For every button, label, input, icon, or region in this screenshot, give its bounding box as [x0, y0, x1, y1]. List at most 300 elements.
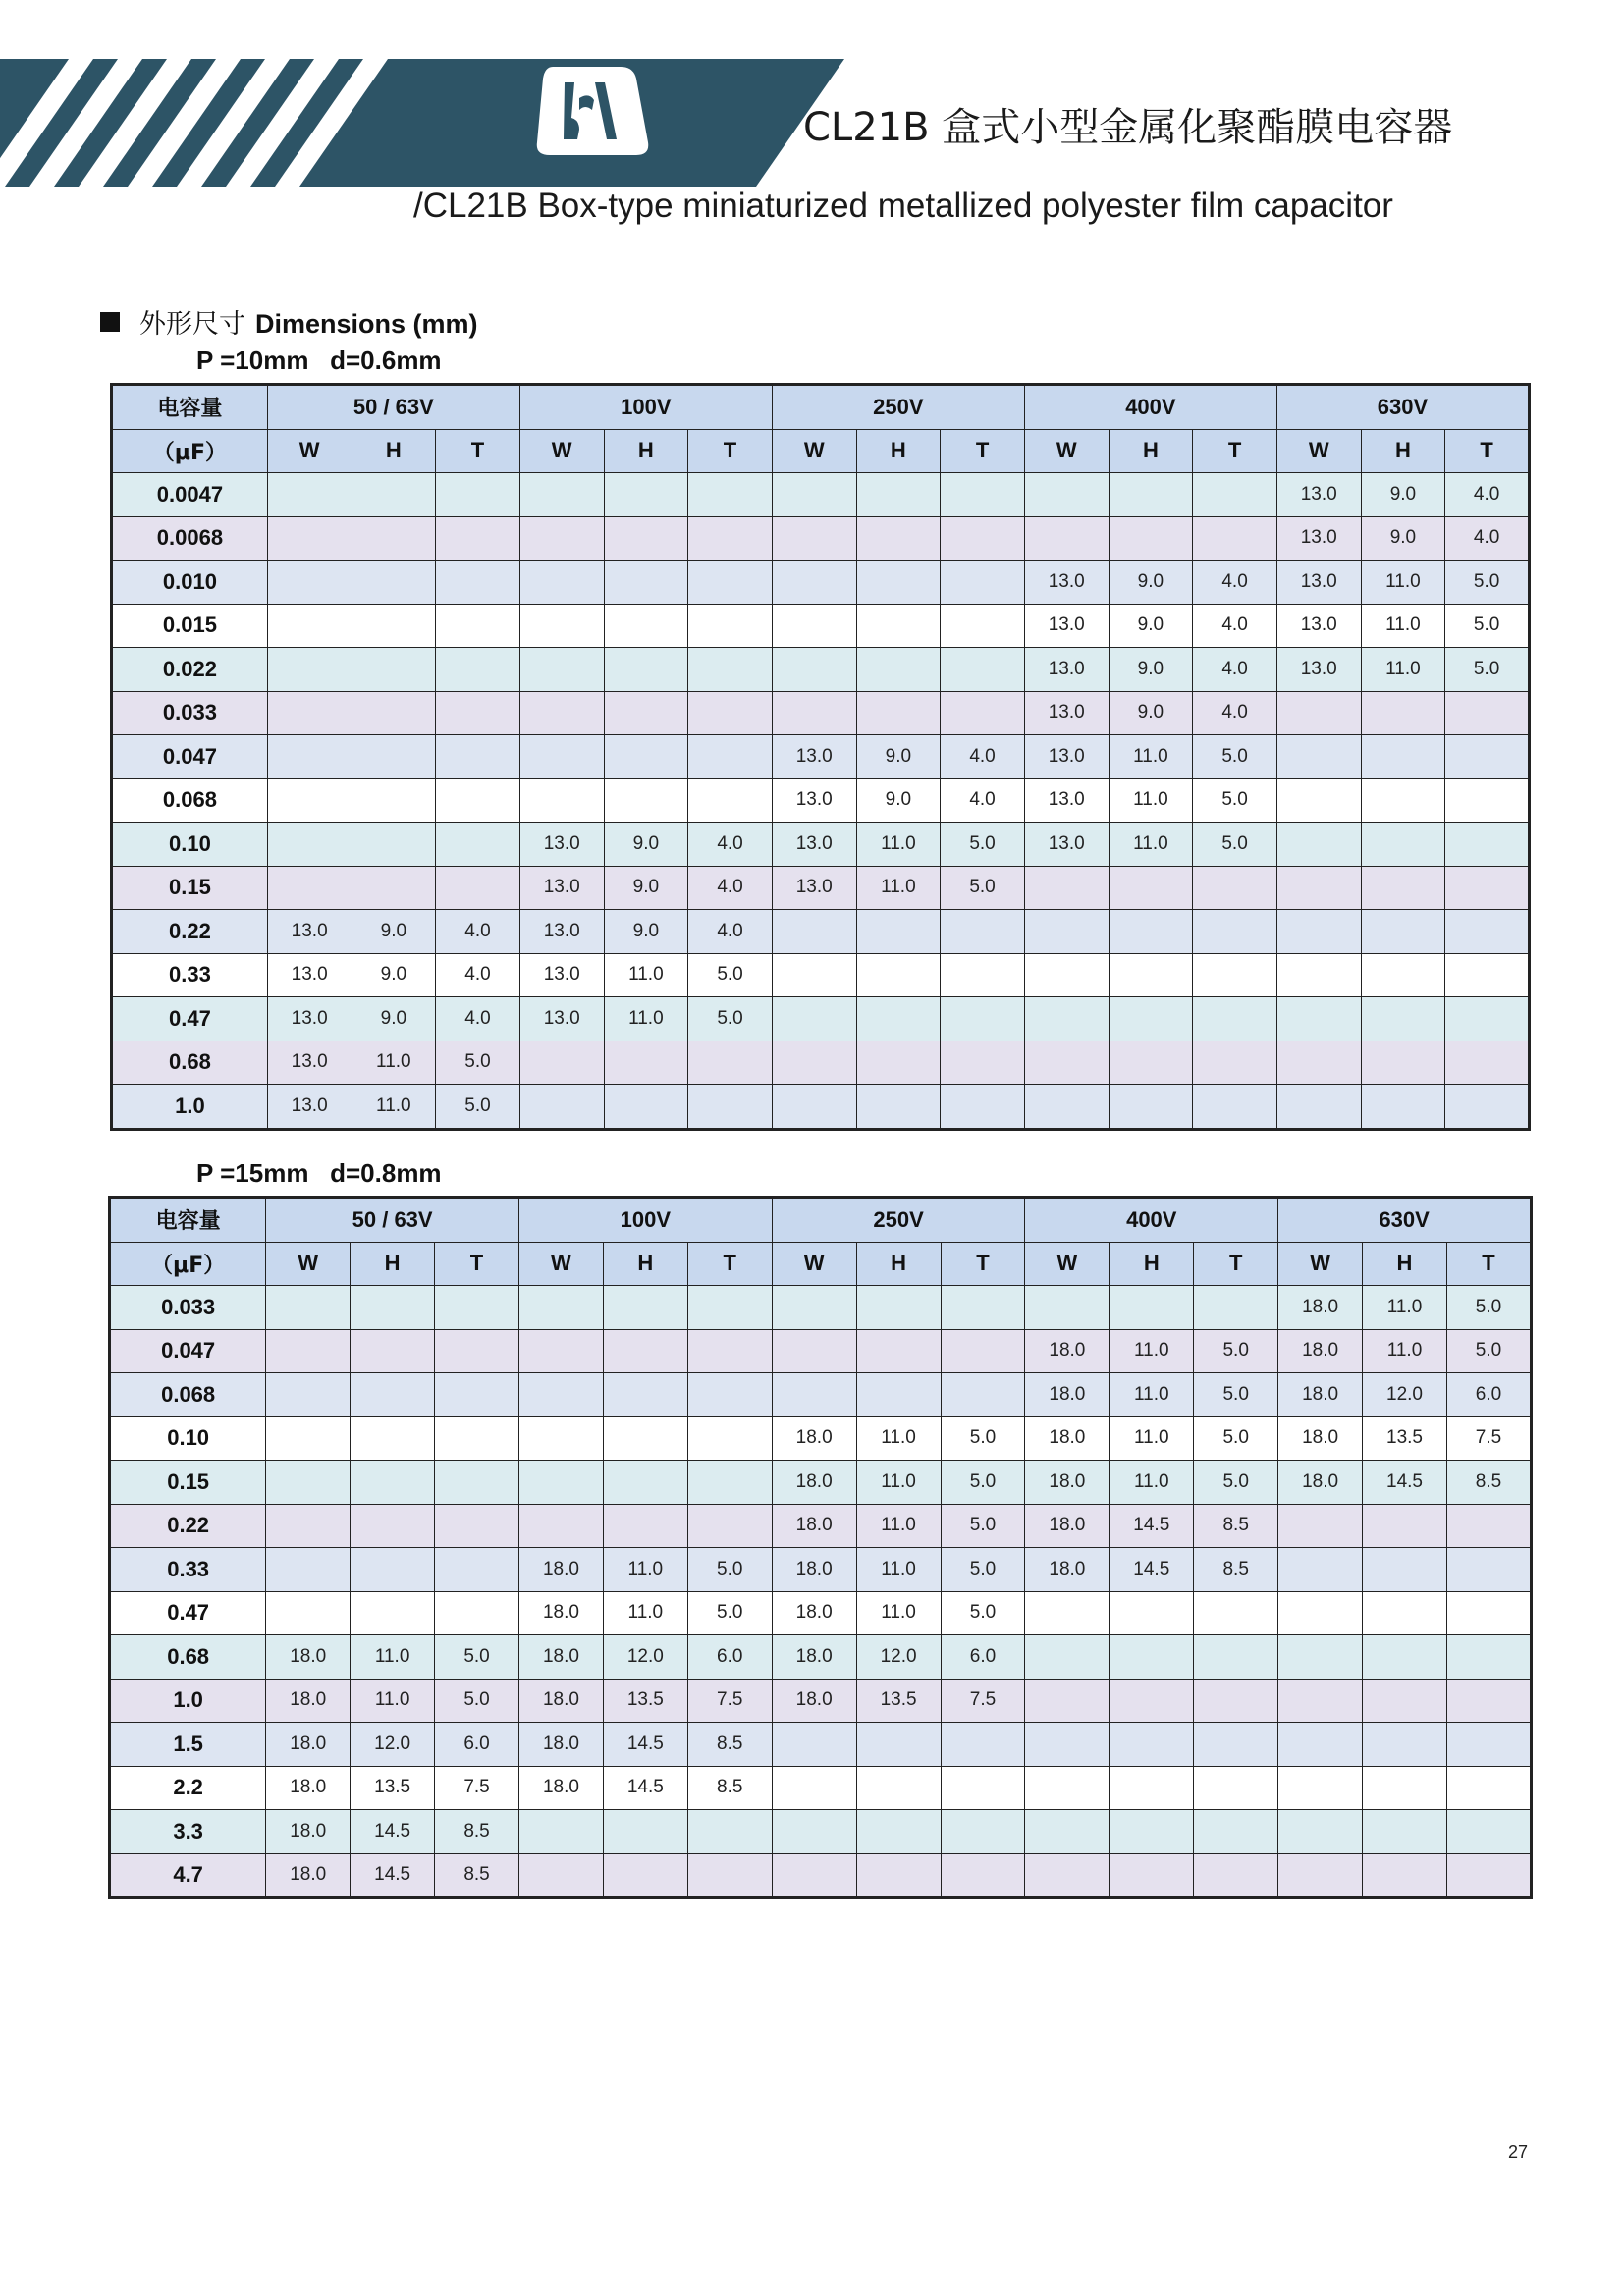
- dimension-cell: [519, 473, 604, 517]
- dimension-cell: [1276, 997, 1361, 1041]
- dimension-cell: [856, 561, 941, 605]
- dimension-cell: [1024, 997, 1109, 1041]
- dimension-cell: 13.0: [1276, 561, 1361, 605]
- dimension-cell: 7.5: [687, 1679, 772, 1723]
- dimension-cell: [1276, 910, 1361, 954]
- dimension-cell: [518, 1329, 603, 1373]
- dimension-cell: [352, 735, 436, 779]
- dimension-cell: 5.0: [1445, 561, 1530, 605]
- dimension-cell: 4.0: [941, 735, 1025, 779]
- dimension-column-header: H: [352, 429, 436, 473]
- dimension-cell: [1193, 1085, 1277, 1130]
- dimension-cell: 8.5: [1194, 1504, 1278, 1548]
- dimension-cell: [1110, 1766, 1194, 1810]
- dimension-cell: 14.5: [603, 1766, 687, 1810]
- dimension-cell: [1361, 1041, 1445, 1085]
- dimension-cell: [1194, 1810, 1278, 1854]
- dimension-cell: [1445, 691, 1530, 735]
- dimension-cell: [1278, 1766, 1363, 1810]
- dimension-cell: [1363, 1766, 1447, 1810]
- dimension-cell: 5.0: [436, 1085, 520, 1130]
- dimension-cell: [941, 1286, 1025, 1330]
- table-row: [112, 516, 1530, 561]
- dimension-cell: [1194, 1766, 1278, 1810]
- capacitance-cell: 0.15: [110, 1461, 266, 1505]
- dimension-cell: [436, 604, 520, 648]
- dimension-column-header: H: [1110, 1242, 1194, 1286]
- dimension-column-header: H: [856, 429, 941, 473]
- dimension-cell: [267, 866, 352, 910]
- dimension-cell: [351, 1591, 435, 1635]
- dimension-cell: 9.0: [352, 910, 436, 954]
- dimension-cell: [856, 516, 941, 561]
- dimension-cell: [941, 1810, 1025, 1854]
- dimension-cell: 18.0: [266, 1766, 351, 1810]
- dimension-cell: 7.5: [1446, 1416, 1531, 1461]
- table-row: [112, 473, 1530, 517]
- dimension-cell: 5.0: [435, 1635, 519, 1680]
- section-label-en: Dimensions (mm): [255, 309, 478, 339]
- dimension-cell: [435, 1373, 519, 1417]
- table-row: [112, 953, 1530, 997]
- dimension-cell: 11.0: [603, 1591, 687, 1635]
- dimension-cell: 18.0: [518, 1723, 603, 1767]
- dimension-cell: 11.0: [856, 1504, 941, 1548]
- dimension-cell: 11.0: [352, 1085, 436, 1130]
- dimension-cell: [604, 561, 688, 605]
- dimension-cell: 4.0: [1445, 473, 1530, 517]
- dimension-cell: [1278, 1853, 1363, 1898]
- dimension-cell: 11.0: [1363, 1286, 1447, 1330]
- dimension-cell: 9.0: [352, 997, 436, 1041]
- dimension-column-header: T: [688, 429, 773, 473]
- dimension-cell: [519, 1041, 604, 1085]
- dimension-cell: 18.0: [518, 1679, 603, 1723]
- dimension-cell: [941, 516, 1025, 561]
- dimension-cell: 13.0: [1024, 778, 1109, 823]
- capacitance-unit-header: （μF）: [110, 1242, 266, 1286]
- dimension-cell: 12.0: [351, 1723, 435, 1767]
- dimension-cell: 5.0: [941, 1591, 1025, 1635]
- dimension-cell: [1363, 1723, 1447, 1767]
- dimension-cell: [772, 1853, 856, 1898]
- dimension-cell: [1109, 516, 1193, 561]
- table-row: [112, 735, 1530, 779]
- dimension-cell: [266, 1329, 351, 1373]
- dimension-cell: [687, 1461, 772, 1505]
- dimension-cell: [1109, 866, 1193, 910]
- dimension-column-header: W: [266, 1242, 351, 1286]
- dimension-cell: [1024, 516, 1109, 561]
- voltage-header: 250V: [772, 1198, 1025, 1243]
- dimension-cell: 9.0: [1109, 561, 1193, 605]
- dimension-cell: 18.0: [1025, 1416, 1110, 1461]
- table-label-p10: P =10mm d=0.6mm: [196, 346, 442, 375]
- dimension-cell: [1446, 1548, 1531, 1592]
- table-row: [112, 778, 1530, 823]
- dimension-column-header: W: [518, 1242, 603, 1286]
- dimension-cell: 9.0: [1361, 473, 1445, 517]
- table-row: [112, 561, 1530, 605]
- dimension-cell: 18.0: [1278, 1286, 1363, 1330]
- dimension-cell: 4.0: [688, 910, 773, 954]
- dimension-cell: [1025, 1591, 1110, 1635]
- dimension-cell: [856, 910, 941, 954]
- dimension-cell: [1024, 1041, 1109, 1085]
- dimension-cell: [1025, 1286, 1110, 1330]
- capacitance-cell: 0.15: [112, 866, 268, 910]
- dimension-cell: [856, 1810, 941, 1854]
- table-row: [110, 1504, 1532, 1548]
- dimension-cell: 14.5: [603, 1723, 687, 1767]
- dimension-cell: [941, 953, 1025, 997]
- table-subheader-row: [112, 429, 1530, 473]
- dimension-cell: 13.0: [1024, 561, 1109, 605]
- dimension-cell: [1445, 866, 1530, 910]
- table-row: [112, 1041, 1530, 1085]
- dimension-cell: [267, 516, 352, 561]
- dimension-column-header: T: [941, 429, 1025, 473]
- dimension-cell: [772, 1041, 856, 1085]
- dimension-cell: [1194, 1853, 1278, 1898]
- capacitance-cell: 0.10: [112, 823, 268, 867]
- dimension-cell: [1361, 866, 1445, 910]
- dimension-cell: 11.0: [1109, 735, 1193, 779]
- dimension-cell: [772, 1810, 856, 1854]
- dimension-cell: [519, 778, 604, 823]
- dimension-cell: 12.0: [603, 1635, 687, 1680]
- dimension-cell: 18.0: [266, 1723, 351, 1767]
- dimension-cell: [1109, 953, 1193, 997]
- capacitance-cell: 0.0047: [112, 473, 268, 517]
- dimension-cell: [688, 691, 773, 735]
- table-row: [110, 1548, 1532, 1592]
- dimension-cell: 5.0: [1193, 778, 1277, 823]
- dimension-cell: [687, 1416, 772, 1461]
- dimension-cell: [1363, 1810, 1447, 1854]
- dimension-cell: [267, 561, 352, 605]
- dimension-cell: [1363, 1548, 1447, 1592]
- table-row: [110, 1461, 1532, 1505]
- dimension-cell: [1278, 1810, 1363, 1854]
- dimension-cell: [1446, 1723, 1531, 1767]
- dimension-cell: [772, 561, 856, 605]
- dimension-cell: [1276, 953, 1361, 997]
- dimension-cell: 11.0: [604, 997, 688, 1041]
- voltage-header: 250V: [772, 385, 1024, 430]
- dimension-cell: 18.0: [266, 1679, 351, 1723]
- dimension-cell: 13.0: [1024, 691, 1109, 735]
- dimension-cell: [1194, 1679, 1278, 1723]
- dimension-cell: [603, 1504, 687, 1548]
- dimension-cell: 13.5: [856, 1679, 941, 1723]
- dimension-cell: [1024, 866, 1109, 910]
- dimension-cell: 8.5: [687, 1723, 772, 1767]
- dimension-cell: [267, 473, 352, 517]
- dimension-cell: 14.5: [351, 1810, 435, 1854]
- dimension-cell: 5.0: [1445, 604, 1530, 648]
- dimension-cell: [1025, 1723, 1110, 1767]
- table-row: [112, 648, 1530, 692]
- dimension-cell: [856, 1853, 941, 1898]
- dimension-cell: 13.0: [267, 953, 352, 997]
- dimension-cell: [436, 823, 520, 867]
- capacitance-cell: 0.068: [110, 1373, 266, 1417]
- dimension-cell: 13.0: [267, 1085, 352, 1130]
- dimension-cell: 13.0: [1024, 648, 1109, 692]
- dimension-cell: [1110, 1635, 1194, 1680]
- dimension-cell: [1363, 1591, 1447, 1635]
- dimension-cell: [772, 953, 856, 997]
- dimension-cell: [1193, 516, 1277, 561]
- dimension-cell: [1446, 1853, 1531, 1898]
- dimension-cell: 5.0: [687, 1548, 772, 1592]
- dimension-cell: 9.0: [856, 735, 941, 779]
- table-header-row: [112, 385, 1530, 430]
- dimension-column-header: W: [1025, 1242, 1110, 1286]
- dimension-cell: [604, 778, 688, 823]
- capacitance-cell: 3.3: [110, 1810, 266, 1854]
- voltage-header: 630V: [1276, 385, 1529, 430]
- dimension-cell: [772, 1723, 856, 1767]
- dimension-cell: 11.0: [351, 1635, 435, 1680]
- dimension-cell: [519, 516, 604, 561]
- dimension-column-header: W: [1024, 429, 1109, 473]
- dimension-cell: [266, 1286, 351, 1330]
- dimension-cell: 8.5: [435, 1810, 519, 1854]
- dimension-cell: [856, 1766, 941, 1810]
- dimension-cell: [941, 648, 1025, 692]
- dimension-cell: [688, 561, 773, 605]
- dimension-cell: [687, 1504, 772, 1548]
- dimension-column-header: H: [1109, 429, 1193, 473]
- dimension-cell: [1446, 1679, 1531, 1723]
- voltage-header: 50 / 63V: [267, 385, 519, 430]
- dimension-cell: [941, 1041, 1025, 1085]
- dimension-cell: 5.0: [1446, 1286, 1531, 1330]
- dimension-cell: [436, 778, 520, 823]
- dimension-cell: [519, 735, 604, 779]
- dimension-cell: 9.0: [1109, 604, 1193, 648]
- dimension-cell: [518, 1286, 603, 1330]
- dimension-cell: 14.5: [1110, 1548, 1194, 1592]
- dimension-cell: [1445, 778, 1530, 823]
- dimension-cell: [518, 1504, 603, 1548]
- table-label-p15: P =15mm d=0.8mm: [196, 1158, 442, 1188]
- dimension-cell: 4.0: [688, 823, 773, 867]
- dimension-cell: 12.0: [856, 1635, 941, 1680]
- dimension-column-header: T: [1445, 429, 1530, 473]
- dimension-cell: 18.0: [1025, 1329, 1110, 1373]
- dimension-cell: 9.0: [1109, 648, 1193, 692]
- dimension-cell: [856, 1041, 941, 1085]
- dimension-cell: 9.0: [604, 866, 688, 910]
- dimension-cell: 18.0: [772, 1548, 856, 1592]
- dimension-cell: [1110, 1591, 1194, 1635]
- dimension-cell: 11.0: [1110, 1416, 1194, 1461]
- table-row: [110, 1766, 1532, 1810]
- dimension-cell: [435, 1504, 519, 1548]
- dimension-cell: [1445, 823, 1530, 867]
- dimension-cell: [604, 1041, 688, 1085]
- capacitance-cell: 0.047: [112, 735, 268, 779]
- dimension-cell: [1110, 1810, 1194, 1854]
- dimensions-table-p10: [110, 383, 1531, 1131]
- dimension-cell: [941, 1853, 1025, 1898]
- dimension-cell: [267, 648, 352, 692]
- dimension-cell: 4.0: [688, 866, 773, 910]
- dimension-cell: [1446, 1635, 1531, 1680]
- dimension-cell: [603, 1810, 687, 1854]
- dimension-cell: [267, 735, 352, 779]
- dimension-cell: 13.0: [1276, 473, 1361, 517]
- dimension-column-header: W: [267, 429, 352, 473]
- dimension-cell: [352, 604, 436, 648]
- dimension-cell: [941, 604, 1025, 648]
- dimension-cell: [1193, 473, 1277, 517]
- dimension-cell: [1193, 997, 1277, 1041]
- dimension-cell: [1276, 691, 1361, 735]
- dimension-column-header: H: [351, 1242, 435, 1286]
- dimension-cell: 11.0: [856, 1461, 941, 1505]
- dimension-cell: [436, 473, 520, 517]
- dimension-cell: [436, 648, 520, 692]
- dimension-cell: 14.5: [1363, 1461, 1447, 1505]
- dimension-cell: 8.5: [435, 1853, 519, 1898]
- table-row: [110, 1329, 1532, 1373]
- dimension-cell: [1024, 473, 1109, 517]
- dimension-cell: [1445, 953, 1530, 997]
- dimension-cell: 9.0: [604, 910, 688, 954]
- dimension-cell: [267, 823, 352, 867]
- dimension-cell: 18.0: [772, 1461, 856, 1505]
- dimension-cell: [351, 1329, 435, 1373]
- dimension-cell: [1363, 1504, 1447, 1548]
- dimension-cell: 18.0: [1278, 1416, 1363, 1461]
- dimension-cell: [1361, 997, 1445, 1041]
- table-row: [112, 1085, 1530, 1130]
- dimension-column-header: W: [1278, 1242, 1363, 1286]
- dimension-cell: 11.0: [1361, 561, 1445, 605]
- dimension-cell: [435, 1461, 519, 1505]
- dimension-cell: [1446, 1810, 1531, 1854]
- dimension-cell: [1278, 1679, 1363, 1723]
- dimension-column-header: T: [435, 1242, 519, 1286]
- dimension-cell: [352, 691, 436, 735]
- dimension-cell: [603, 1461, 687, 1505]
- dimension-cell: [941, 1085, 1025, 1130]
- dimension-cell: 11.0: [856, 823, 941, 867]
- table-row: [110, 1373, 1532, 1417]
- capacitance-cell: 0.015: [112, 604, 268, 648]
- voltage-header: 630V: [1278, 1198, 1532, 1243]
- dimension-cell: 5.0: [1445, 648, 1530, 692]
- capacitance-cell: 0.68: [110, 1635, 266, 1680]
- dimension-cell: [603, 1416, 687, 1461]
- dimension-cell: 18.0: [772, 1504, 856, 1548]
- dimension-cell: 18.0: [772, 1679, 856, 1723]
- dimension-cell: [1361, 778, 1445, 823]
- dimension-cell: 4.0: [1193, 604, 1277, 648]
- dimension-cell: 13.5: [1363, 1416, 1447, 1461]
- dimension-cell: [1276, 866, 1361, 910]
- dimension-cell: [1024, 1085, 1109, 1130]
- dimension-cell: 13.0: [772, 823, 856, 867]
- dimension-cell: [1361, 823, 1445, 867]
- dimension-cell: 13.0: [519, 823, 604, 867]
- table-row: [110, 1416, 1532, 1461]
- dimension-cell: [267, 691, 352, 735]
- dimension-cell: [687, 1853, 772, 1898]
- dimension-cell: 7.5: [435, 1766, 519, 1810]
- dimension-cell: 12.0: [1363, 1373, 1447, 1417]
- capacitance-cell: 0.047: [110, 1329, 266, 1373]
- dimension-cell: [1363, 1635, 1447, 1680]
- dimension-cell: [352, 473, 436, 517]
- capacitance-cell: 0.22: [110, 1504, 266, 1548]
- dimension-cell: [351, 1461, 435, 1505]
- dimension-cell: 5.0: [1194, 1461, 1278, 1505]
- dimension-cell: [436, 561, 520, 605]
- dimension-column-header: T: [1194, 1242, 1278, 1286]
- dimension-cell: [941, 473, 1025, 517]
- dimension-cell: [1276, 1041, 1361, 1085]
- dimension-cell: [1024, 910, 1109, 954]
- dimension-cell: 8.5: [1446, 1461, 1531, 1505]
- dimension-cell: 13.0: [267, 997, 352, 1041]
- dimension-cell: 13.5: [351, 1766, 435, 1810]
- dimension-cell: 7.5: [941, 1679, 1025, 1723]
- dimension-cell: 6.0: [941, 1635, 1025, 1680]
- dimension-cell: 5.0: [941, 866, 1025, 910]
- capacitance-cell: 0.010: [112, 561, 268, 605]
- dimension-cell: [519, 648, 604, 692]
- dimension-cell: 5.0: [941, 1461, 1025, 1505]
- dimension-cell: [856, 1329, 941, 1373]
- dimension-cell: [772, 1329, 856, 1373]
- dimension-cell: 9.0: [1361, 516, 1445, 561]
- dimension-cell: 4.0: [1193, 691, 1277, 735]
- dimension-cell: [688, 1085, 773, 1130]
- dimension-cell: [351, 1416, 435, 1461]
- dimension-cell: 11.0: [1109, 778, 1193, 823]
- dimension-cell: [435, 1329, 519, 1373]
- dimension-cell: [436, 516, 520, 561]
- dimension-cell: [518, 1416, 603, 1461]
- dimension-cell: [1446, 1591, 1531, 1635]
- dimension-cell: 13.0: [519, 953, 604, 997]
- dimension-cell: [435, 1416, 519, 1461]
- dimension-cell: [1194, 1723, 1278, 1767]
- dimensions-table-p15: [108, 1196, 1533, 1899]
- dimension-cell: [1446, 1504, 1531, 1548]
- dimension-cell: [604, 691, 688, 735]
- dimension-column-header: T: [1193, 429, 1277, 473]
- dimension-cell: [1276, 1085, 1361, 1130]
- dimension-cell: 4.0: [436, 953, 520, 997]
- dimension-cell: 9.0: [1109, 691, 1193, 735]
- dimension-cell: [1194, 1286, 1278, 1330]
- dimension-cell: [687, 1810, 772, 1854]
- capacitance-cell: 0.10: [110, 1416, 266, 1461]
- dimension-cell: 4.0: [436, 910, 520, 954]
- dimension-cell: [604, 516, 688, 561]
- dimension-cell: [352, 823, 436, 867]
- dimension-cell: [1025, 1679, 1110, 1723]
- dimension-cell: [772, 1766, 856, 1810]
- dimension-cell: [351, 1373, 435, 1417]
- capacitance-cell: 0.022: [112, 648, 268, 692]
